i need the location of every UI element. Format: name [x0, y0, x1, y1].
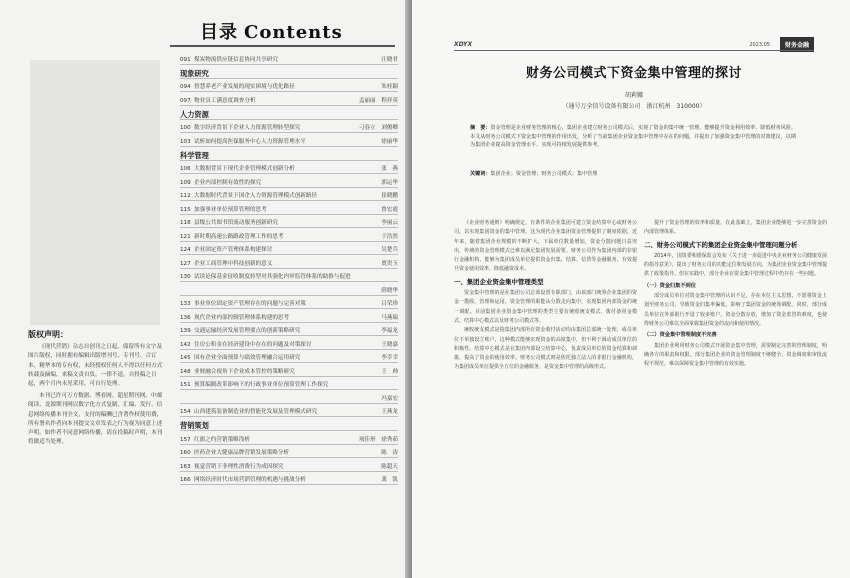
toc-author: 吕荣珍: [381, 301, 398, 307]
body-paragraph: 集团企业利用财务公司模式开展资金集中管理，需要制定完善的管理制度，明确各方的职责和权限。部分集团企业的资金管理制度不够健全，资金调度和审批流程不规范，难以保障资金集中管理的有效实施。: [644, 342, 827, 368]
toc-page-number: 136: [180, 314, 191, 321]
toc-page-number: 124: [180, 247, 191, 253]
toc-page-number: 115: [180, 206, 191, 213]
toc-entry[interactable]: [180, 363, 398, 377]
keywords: [470, 170, 800, 177]
toc-article-title: 视觉营销下非理性消费行为成因探究: [194, 463, 284, 470]
body-paragraph: 提升了资金管理的效率和质量，在此基础上，集团企业能够进一步完善资金的内部管理体系。: [644, 220, 827, 236]
toc-entry[interactable]: [180, 120, 398, 134]
body-column-left: [454, 219, 637, 373]
toc-page-number: 097: [180, 97, 191, 104]
toc-page-number: 145: [180, 355, 191, 361]
toc-article-title: 现代企业内部控制管理体系构建的思考: [194, 314, 290, 321]
toc-article-title: 大数据背景下现代企业管理模式创新分析: [194, 166, 295, 172]
toc-article-title: 加强事业单位预算管理的思考: [194, 206, 267, 213]
toc-title: 目录 Contents: [200, 22, 343, 43]
toc-author: 王 帅: [381, 368, 398, 375]
toc-entry[interactable]: [180, 377, 398, 391]
toc-page-number: 127: [180, 260, 191, 267]
toc-article-title: 试谈论保基金征收制度转型对其强化内审监管体系的助推与促进: [194, 274, 351, 280]
toc-entry[interactable]: [180, 161, 398, 175]
toc-article-title: 住房公积金在经济建设中存在的问题及对策探讨: [194, 341, 312, 348]
toc-page-number: 166: [180, 477, 191, 483]
toc-author: 于浩然: [381, 233, 398, 240]
toc-entry[interactable]: [180, 201, 398, 215]
left-page: [0, 0, 410, 578]
toc-entry[interactable]: [180, 269, 398, 283]
toc-article-title: 企业固定资产管理体系构建探讨: [194, 247, 273, 253]
toc-article-title: 煤炭物流供应链信息协同共享研究: [194, 56, 278, 63]
toc-entry[interactable]: [180, 51, 398, 65]
subsection-heading: （二）资金集中管理制度不完善: [644, 332, 717, 339]
toc-author: 王晓嘉: [381, 341, 398, 348]
toc-author: 龚 凯: [381, 477, 398, 483]
article-title: 财务公司模式下资金集中管理的探讨: [525, 66, 742, 81]
toc-author: 张 燕: [381, 166, 398, 172]
copyright-notice: [28, 330, 163, 450]
toc-entry[interactable]: [180, 174, 398, 188]
toc-author: 郭运华: [381, 179, 398, 186]
toc-article-title: 预算编制改革影响下的行政事业单位预算管理工作探究: [194, 382, 329, 388]
toc-page-number: 118: [180, 220, 191, 226]
toc-entry[interactable]: [180, 458, 398, 472]
toc-author: 汪晓君: [381, 56, 398, 63]
section-heading: 二、财务公司模式下的集团企业资金集中管理问题分析: [644, 240, 798, 249]
toc-section-heading: 科学管理: [180, 147, 398, 161]
toc-author: 项佳形 徐秀茹: [358, 436, 398, 443]
abstract-text: 资金管理是企业财务管理的核心，集团企业建立财务公司模式后，实现了资金的集中统一管理，能够提升资金利用效率、降低财务风险。本文从财务公司模式下资金集中管理的作用出发，分析了当前集团企业资金集中管理中存在的问题，并提出了加强资金集中管理的对策建议，以期为集团企业提高资金管理水平、实现可持续发展提供参考。: [470, 125, 797, 149]
issue-date: 2023.05: [749, 42, 770, 48]
toc-entry[interactable]: [180, 309, 398, 323]
toc-author: 马燕瑞: [381, 314, 398, 321]
section-badge: 财务金融: [780, 37, 814, 52]
toc-page-number: 163: [180, 463, 191, 470]
header-rule: [454, 50, 814, 51]
abstract-label: 摘 要：: [470, 125, 491, 131]
toc-author: 王燕龙: [381, 409, 398, 415]
toc-page-number: 100: [180, 125, 191, 131]
abstract: [470, 124, 800, 150]
toc-author: 刁春立 刘俊卿: [358, 125, 398, 131]
toc-section-heading: 现象研究: [180, 65, 398, 79]
right-page: [412, 0, 850, 578]
toc-article-title: 医药企业大健康品牌营销发展策略分析: [194, 450, 290, 456]
body-column-right: [644, 219, 827, 369]
toc-author: 陈超天: [381, 463, 398, 470]
toc-author: 李幸幸: [381, 355, 398, 361]
toc-entry[interactable]: [180, 323, 398, 337]
toc-article-title: 数字经济背景下企业人力资源管理转型探究: [194, 125, 301, 131]
toc-article-title: 交通运输经济发展管理要点的创新策略研究: [194, 328, 301, 334]
toc-section-heading: 人力资源: [180, 106, 398, 120]
toc-article-title: 山西建筑装备制造业的智能化发展及管理模式研究: [194, 409, 318, 415]
toc-author: 徐丽华: [381, 138, 398, 145]
body-paragraph: 统收统支模式是指集团内部所有资金收付活动均由集团总部统一处理，成员单位不单独设立账户，这种模式能够实现资金的高度集中，但不利于调动成员单位的积极性。结算中心模式是在集团内部设立结算中心，负责成员单位的资金结算和调拨，提高了资金的使用效率。财务公司模式则是依托独立法人的非银行金融机构，为集团成员单位提供全方位的金融服务，是资金集中管理的高级形式。: [454, 327, 637, 371]
toc-author: 朱桂颖: [381, 84, 398, 90]
running-header: [454, 40, 814, 50]
toc-article-title: 大数据时代背景下国企人力资源管理模式创新路径: [194, 193, 318, 199]
toc-entry[interactable]: [180, 431, 398, 445]
toc-entry[interactable]: [180, 188, 398, 202]
toc-article-title: 物业员工满意度调查分析: [194, 97, 256, 104]
toc-entry[interactable]: [180, 92, 398, 106]
keywords-text: 集团企业；资金管理；财务公司模式；集中管理: [490, 171, 598, 177]
toc-page-number: 154: [180, 409, 191, 415]
toc-article-title: 国有企业全面预算与绩效管理融合运用研究: [194, 355, 301, 361]
toc-section-heading: 营销策划: [180, 417, 398, 431]
toc-title-rule: [170, 45, 395, 47]
keywords-label: 关键词：: [470, 171, 491, 177]
toc-entry[interactable]: [180, 472, 398, 486]
toc-article-title: 县级公共图书馆流动服务创新研究: [194, 220, 278, 226]
toc-page-number: 106: [180, 166, 191, 172]
subsection-heading: （一）资金归集不到位: [644, 282, 696, 289]
sidebar-panel: [30, 60, 160, 325]
body-paragraph: 部分成员单位对资金集中管理的认识不足，存在本位主义思想，不愿将资金上划至财务公司，导致资金归集率偏低，影响了集团资金的统筹调配。同时，部分成员单位在外部银行开设了较多账户，资金分散存放，增加了资金监管的难度，也使得财务公司难以全面掌握集团资金的流向和使用情况。: [644, 293, 827, 327]
toc-article-title: 试析如何提高医保服务中心人力资源管理水平: [194, 138, 306, 145]
toc-entry[interactable]: [180, 255, 398, 269]
toc-page-number: 148: [180, 368, 191, 375]
toc-page-number: 103: [180, 138, 191, 145]
author-affiliation: （通号万全信号设备有限公司 浙江杭州 310000）: [562, 103, 706, 110]
toc-entry[interactable]: [180, 79, 398, 93]
section-heading: 一、集团企业资金集中管理类型: [454, 277, 544, 286]
body-paragraph: 2014年，国资委和银保监会发布《关于进一步促进中央企业财务公司健康发展的指导意见》，提出了财务公司的功能定位和发展方向，为集团企业资金集中管理提供了政策指导。但在实践中，部分企业在资金集中管理过程中仍存在一些问题。: [644, 252, 827, 278]
toc-page-number: 091: [180, 56, 191, 63]
toc-author-continued: 薛晓华: [180, 282, 398, 296]
article-author: 胡莉娜: [624, 92, 643, 99]
toc-article-title: 事业单位固定资产管理存在的问题与完善对策: [194, 301, 306, 307]
copyright-paragraph: 本刊已许可万方数据、博看网、超星期刊网、中邮阅读、龙源期刊网以数字化方式复制、汇编、发行、信息网络传播本刊全文，支付的稿酬已含著作权使用费，所有署名作者向本刊提交文章发表之行为视为同意上述声明。如作者不同意网络传播，请在投稿时声明，本刊将做适当处理。: [28, 393, 163, 446]
toc-author: 鲁宏霞: [381, 206, 398, 213]
toc-author-continued: 冯嘉宏: [180, 390, 398, 404]
toc-author: 孟丽丽 程祥英: [358, 97, 398, 104]
body-paragraph: 《企业财务通则》明确规定，有条件的企业集团可建立资金结算中心或财务公司，以实现集团资金的集中管理。这为现代企业集团资金管理提供了制度依据。近年来，随着集团企业规模的不断扩大，下属单位数量增加，资金分散问题日益突出，传统的资金管理模式已难以满足集团发展需要。财务公司作为集团内部的非银行金融机构，能够为集团成员单位提供资金归集、结算、信贷等金融服务，有效提升资金使用效率，降低融资成本。: [454, 220, 637, 273]
toc-page-number: 157: [180, 436, 191, 443]
toc-page-number: 133: [180, 301, 191, 307]
toc-entry[interactable]: [180, 296, 398, 310]
toc-entry[interactable]: [180, 133, 398, 147]
toc-page-number: 109: [180, 179, 191, 186]
body-paragraph: 资金集中管理的是在集团公司总部设置专职部门，由该部门统筹企业集团的资金一揽收、管理和运用，资金管理的职能从分散走向集中，实现集团内部资金的统一调配。目前集团企业资金集中管理的类型主要有统收统支模式、拨付备用金模式、结算中心模式以及财务公司模式等。: [454, 290, 637, 324]
toc-entry[interactable]: [180, 228, 398, 242]
toc-author: 李福龙: [381, 328, 398, 334]
toc-page-number: 151: [180, 382, 191, 388]
toc-article-title: 业财融合视角下企业成本管控的策略研究: [194, 368, 295, 375]
toc-page-number: 112: [180, 193, 191, 199]
copyright-heading: 版权声明：: [28, 330, 68, 339]
toc-author: 陈 涛: [381, 450, 398, 456]
toc-entry[interactable]: [180, 336, 398, 350]
toc-entry[interactable]: [180, 404, 398, 418]
toc-entry[interactable]: [180, 445, 398, 459]
toc-page-number: 139: [180, 328, 191, 334]
toc-entry[interactable]: [180, 350, 398, 364]
toc-author: 李丽云: [381, 220, 398, 226]
toc-page-number: 121: [180, 233, 191, 240]
toc-author: 吴楚兵: [381, 247, 398, 253]
toc-article-title: 企业内部控制有效性的探究: [194, 179, 262, 186]
toc-article-title: 新时期高速公路路政管理工作的思考: [194, 233, 284, 240]
toc-entry[interactable]: [180, 215, 398, 229]
toc-entry[interactable]: [180, 242, 398, 256]
toc-author: 贾贵玉: [381, 260, 398, 267]
toc-author: 崔晓鹏: [381, 193, 398, 199]
toc-article-title: 企业工商管理中科技创新的意义: [194, 260, 273, 267]
toc-article-title: 网络经济时代市场营销管理的机遇与挑战分析: [194, 477, 306, 483]
toc-page-number: 130: [180, 274, 191, 280]
copyright-paragraph: 《现代营销》杂志自创刊之日起，保留所有文字及图片版权，同时拥有编辑出版增刊号、专刊号、合订本、精华本的专有权，未经授权任何人不得以任何方式转载及摘编。来稿文责自负，一律不退，自投稿之日起，两个月内未见采用，可自行处理。: [28, 344, 163, 388]
toc-article-title: 红旗之约营销策略浅析: [194, 436, 250, 443]
toc-page-number: 160: [180, 450, 191, 456]
journal-brand: XDYX: [454, 41, 473, 48]
toc-page-number: 094: [180, 84, 191, 90]
toc-page-number: 142: [180, 341, 191, 348]
toc-article-title: 智慧养老产业发展的现实困境与优化路径: [194, 84, 295, 90]
table-of-contents: [180, 51, 398, 485]
